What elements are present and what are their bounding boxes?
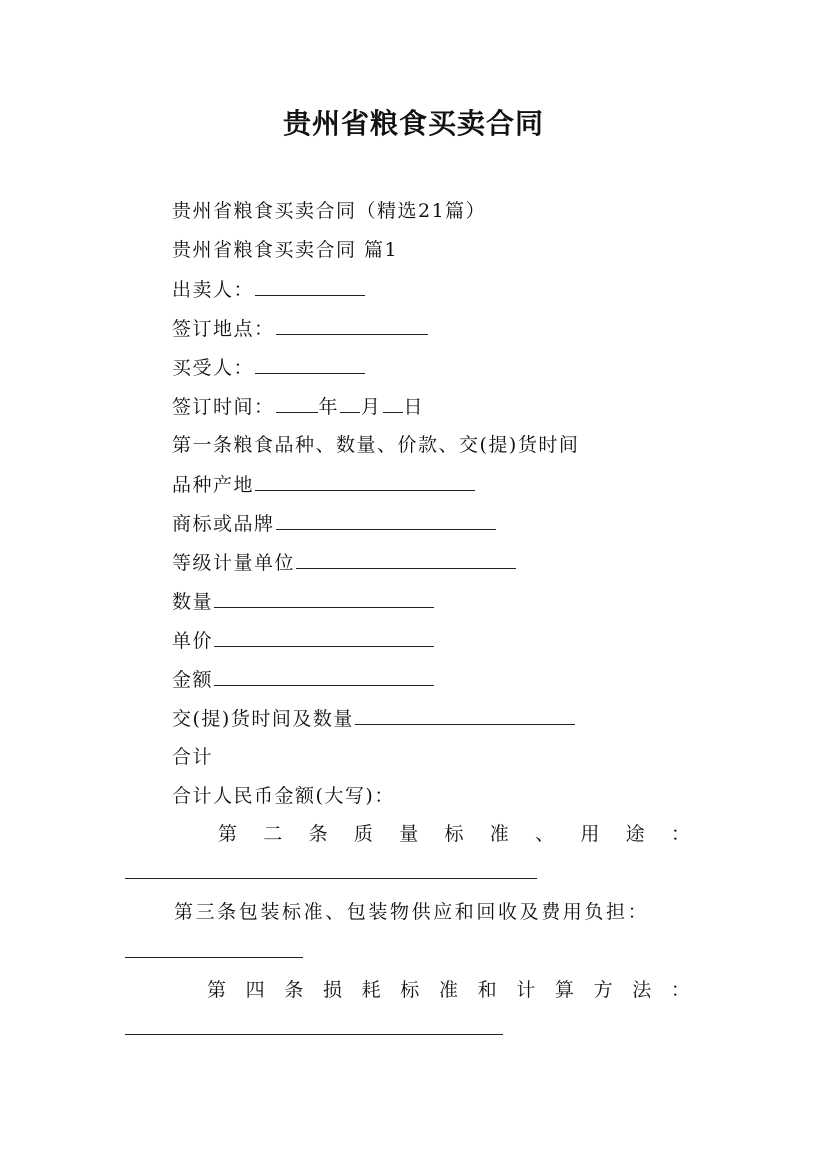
article-4-char: ： — [670, 979, 690, 1001]
article-1-text: 第一条粮食品种、数量、价款、交(提)货时间 — [172, 434, 580, 456]
article-4-char: 准 — [438, 979, 458, 1001]
month-blank — [340, 394, 360, 413]
total-label: 合计 — [172, 746, 214, 768]
amount-line — [172, 667, 435, 692]
article-2-char: 条 — [308, 823, 328, 845]
day-blank — [383, 394, 403, 413]
seller-blank — [255, 277, 365, 296]
subtitle-line — [172, 199, 486, 223]
month-label: 月 — [361, 396, 382, 418]
article-2-char: 量 — [399, 823, 419, 845]
seller-line — [172, 277, 366, 302]
place-label: 签订地点： — [172, 318, 275, 340]
article-4-char: 损 — [322, 979, 342, 1001]
quantity-line — [172, 589, 435, 614]
amount-label: 金额 — [172, 669, 214, 691]
brand-line — [172, 511, 497, 536]
article-4-heading — [207, 978, 690, 1002]
year-blank — [276, 394, 318, 413]
section-heading-text: 贵州省粮食买卖合同 篇1 — [172, 239, 399, 261]
variety-label: 品种产地 — [172, 474, 255, 496]
article-4-char: 算 — [554, 979, 574, 1001]
buyer-line — [172, 355, 366, 380]
article-2-char: 用 — [580, 823, 600, 845]
article-4-blank — [125, 1034, 503, 1035]
amount-blank — [214, 667, 434, 686]
article-4-char: 耗 — [361, 979, 381, 1001]
article-3-blank — [125, 957, 303, 958]
buyer-label: 买受人： — [172, 357, 255, 379]
place-line — [172, 316, 429, 341]
article-2-char: 质 — [353, 823, 373, 845]
quantity-blank — [214, 589, 434, 608]
subtitle-text: 贵州省粮食买卖合同（精选21篇） — [172, 200, 487, 222]
grade-line — [172, 550, 517, 575]
variety-blank — [255, 472, 475, 491]
article-2-char: 标 — [444, 823, 464, 845]
article-4-char: 计 — [516, 979, 536, 1001]
article-2-char: 第 — [218, 823, 238, 845]
article-2-char: 途 — [625, 823, 645, 845]
time-label: 签订时间： — [172, 396, 275, 418]
grade-blank — [296, 550, 516, 569]
price-line — [172, 628, 435, 653]
grade-label: 等级计量单位 — [172, 552, 296, 574]
year-label: 年 — [318, 396, 340, 418]
total-rmb-label: 合计人民币金额(大写)： — [172, 785, 395, 807]
article-2-heading — [218, 822, 690, 846]
article-4-char: 方 — [593, 979, 613, 1001]
buyer-blank — [255, 355, 365, 374]
price-label: 单价 — [172, 630, 214, 652]
article-2-char: 、 — [535, 823, 555, 845]
total-line — [172, 745, 213, 769]
section-heading — [172, 238, 398, 262]
article-2-char: ： — [670, 823, 690, 845]
brand-label: 商标或品牌 — [172, 513, 275, 535]
article-2-blank — [125, 878, 537, 879]
quantity-label: 数量 — [172, 591, 214, 613]
seller-label: 出卖人： — [172, 279, 255, 301]
total-rmb-line — [172, 784, 395, 808]
article-4-char: 四 — [245, 979, 265, 1001]
article-4-char: 法 — [632, 979, 652, 1001]
delivery-blank — [355, 706, 575, 725]
time-line — [172, 394, 424, 419]
article-2-char: 准 — [489, 823, 509, 845]
article-4-char: 第 — [207, 979, 227, 1001]
article-4-char: 标 — [400, 979, 420, 1001]
article-1-heading — [172, 433, 579, 457]
price-blank — [214, 628, 434, 647]
brand-blank — [276, 511, 496, 530]
article-2-char: 二 — [263, 823, 283, 845]
place-blank — [276, 316, 428, 335]
article-3-text: 第三条包装标准、包装物供应和回收及费用负担： — [174, 901, 650, 923]
day-label: 日 — [403, 396, 425, 418]
article-4-char: 条 — [284, 979, 304, 1001]
article-4-char: 和 — [477, 979, 497, 1001]
delivery-line — [172, 706, 576, 731]
delivery-label: 交(提)货时间及数量 — [172, 708, 354, 730]
variety-line — [172, 472, 476, 497]
article-3-heading — [174, 900, 649, 924]
document-title: 贵州省粮食买卖合同 — [282, 107, 544, 140]
